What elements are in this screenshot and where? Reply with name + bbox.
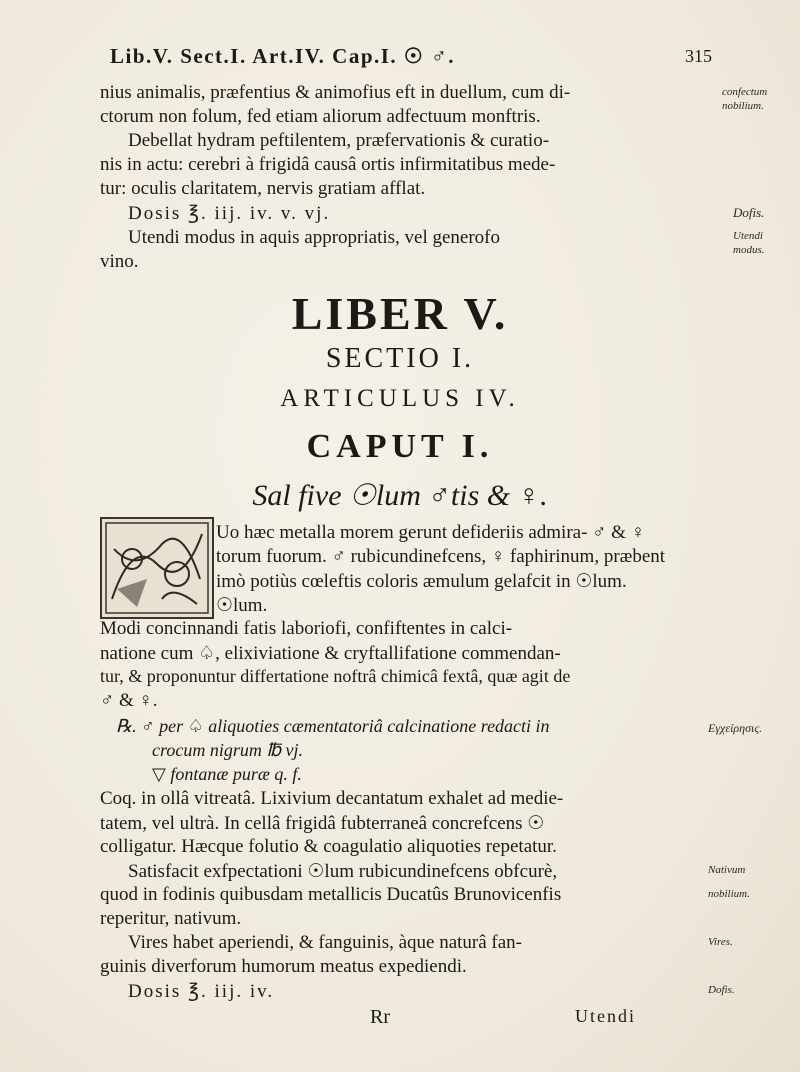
text-line: Vires habet aperiendi, & fanguinis, àque naturâ fan-: [128, 932, 523, 953]
recipe-line: ℞. ♂ per ♤ aliquoties cæmentatoriâ calcinatione redacti in: [116, 716, 550, 736]
margin-note: nobilium.: [722, 100, 764, 112]
text-line: tur, & proponuntur differtatione noftrâ chimicâ fextâ, quæ agit de: [100, 666, 571, 686]
chapter-title: CAPUT I.: [306, 428, 494, 465]
text-line: tatem, vel ultrà. In cellâ frigidâ fubterraneâ concrefcens ☉: [100, 813, 545, 834]
text-line: Modi concinnandi fatis laboriofi, confiftentes in calci-: [100, 618, 513, 639]
decorated-initial: [100, 517, 214, 619]
margin-note: Utendi: [733, 230, 763, 242]
text-line: Debellat hydram peftilentem, præfervationis & curatio-: [128, 130, 550, 151]
recipe-line: crocum nigrum ℔ vj.: [152, 740, 304, 760]
running-head: [110, 44, 712, 69]
margin-note: Dofis.: [708, 984, 735, 996]
margin-note: nobilium.: [708, 888, 750, 900]
signature-mark: Rr: [370, 1006, 390, 1028]
text-line: guinis diverforum humorum meatus expediendi.: [100, 956, 467, 977]
book-title: LIBER V.: [291, 288, 509, 339]
margin-note: modus.: [733, 244, 765, 256]
section-title: SECTIO I.: [325, 343, 475, 374]
text-line: torum fuorum. ♂ rubicundinefcens, ♀ faphirinum, præbent: [216, 546, 666, 567]
text-line: tur: oculis claritatem, nervis gratiam afflat.: [100, 178, 426, 199]
recipe-line: ▽ fontanæ puræ q. f.: [152, 764, 302, 784]
text-line: Coq. in ollâ vitreatâ. Lixivium decantatum exhalet ad medie-: [100, 788, 564, 809]
text-line: Uo hæc metalla morem gerunt defideriis admira- ♂ & ♀: [216, 522, 645, 543]
text-line: colligatur. Hæcque folutio & coagulatio aliquoties repetatur.: [100, 836, 557, 857]
text-line: reperitur, nativum.: [100, 908, 242, 929]
dosis-line: Dosis ℥. iij. iv. v. vj.: [128, 203, 331, 224]
margin-note: confectum: [722, 86, 768, 98]
text-line: natione cum ♤, elixiviatione & cryftallifatione commendan-: [100, 643, 561, 664]
margin-note: Εγχείρησις.: [708, 721, 763, 735]
text-line: vino.: [100, 251, 139, 272]
margin-note: Dofis.: [733, 205, 765, 220]
text-line: nius animalis, præfentius & animofius eft in duellum, cum di-: [100, 82, 571, 103]
text-line: Utendi modus in aquis appropriatis, vel generofo: [128, 227, 501, 248]
text-line: ♂ & ♀.: [100, 690, 158, 711]
running-head-text: Lib.V. Sect.I. Art.IV. Cap.I. ☉ ♂.: [110, 44, 456, 68]
dosis-line: Dosis ℥. iij. iv.: [128, 981, 275, 1002]
ornament-icon: [102, 519, 212, 617]
text-line: ☉lum.: [216, 595, 268, 616]
text-line: ctorum non folum, fed etiam aliorum adfectuum monftris.: [100, 106, 541, 127]
text-line: Satisfacit exfpectationi ☉lum rubicundinefcens obfcurè,: [128, 861, 558, 882]
article-title: ARTICULUS IV.: [280, 385, 520, 412]
chapter-subtitle: Sal five ☉lum ♂tis & ♀.: [252, 479, 548, 512]
margin-note: Nativum: [708, 864, 746, 876]
margin-note: Vires.: [708, 936, 733, 948]
page-number: 315: [685, 46, 712, 66]
text-line: imò potiùs cœleftis coloris æmulum gelafcit in ☉lum.: [216, 571, 627, 592]
text-line: nis in actu: cerebri à frigidâ causâ ortis infirmitatibus mede-: [100, 154, 556, 175]
text-line: quod in fodinis quibusdam metallicis Ducatûs Brunovicenfis: [100, 884, 562, 905]
catchword: Utendi: [575, 1006, 636, 1026]
